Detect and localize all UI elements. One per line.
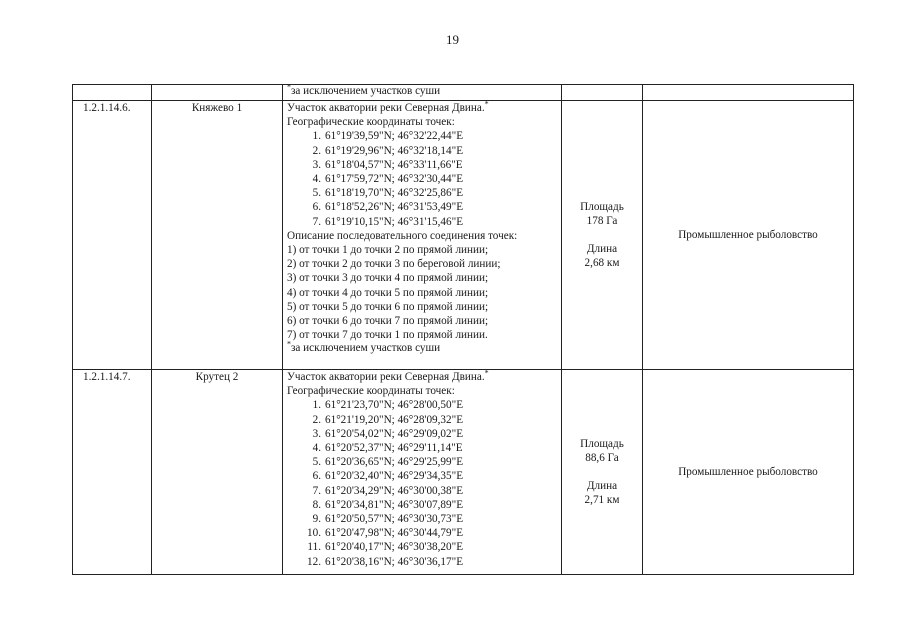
coord-index: 6.: [312, 201, 321, 214]
coords-heading: Географические координаты точек:: [287, 116, 455, 129]
coord-item: [303, 526, 557, 540]
coord-index: 5.: [312, 456, 321, 469]
title-mark: *: [484, 99, 489, 109]
coord-index: 5.: [312, 187, 321, 200]
coord-value: 61°20'54,02"N; 46°29'09,02"E: [325, 427, 464, 440]
title-text: Участок акватории реки Северная Двина.: [287, 371, 485, 383]
coord-value: 61°17'59,72"N; 46°32'30,44"E: [325, 173, 464, 186]
title-text: Участок акватории реки Северная Двина.: [287, 102, 485, 114]
coords-heading: Географические координаты точек:: [287, 385, 455, 398]
footnote-mark: *: [287, 82, 291, 92]
table-row: [73, 85, 854, 101]
table-row: [73, 101, 854, 370]
coord-item: [303, 413, 557, 427]
table-row: [73, 370, 854, 575]
spacer: [566, 228, 638, 242]
coord-item: [303, 427, 557, 441]
area-label: Площадь: [580, 200, 624, 213]
coord-item: [303, 469, 557, 483]
coord-index: 7.: [312, 215, 321, 228]
connection-heading: Описание последовательного соединения точек:: [287, 229, 518, 242]
description-cell: [283, 370, 562, 575]
coord-item: [303, 540, 557, 554]
coord-index: 9.: [312, 513, 321, 526]
footnote-text: за исключением участков суши: [291, 342, 441, 355]
coord-value: 61°19'39,59"N; 46°32'22,44"E: [325, 130, 464, 143]
coord-index: 8.: [312, 498, 321, 511]
coord-value: 61°20'52,37"N; 46°29'11,14"E: [325, 442, 463, 455]
coord-value: 61°18'19,70"N; 46°32'25,86"E: [325, 187, 464, 200]
coord-value: 61°21'19,20"N; 46°28'09,32"E: [325, 413, 464, 426]
area-value: 178 Га: [586, 214, 618, 227]
title-mark: *: [484, 368, 489, 378]
coord-index: 1.: [312, 399, 321, 412]
coord-item: [303, 200, 557, 214]
coord-index: 12.: [307, 555, 321, 568]
coord-value: 61°20'34,29"N; 46°30'00,38"E: [325, 484, 464, 497]
name-cell: Княжево 1: [152, 101, 283, 370]
area-cell: [562, 101, 643, 370]
coord-item: [303, 498, 557, 512]
coord-index: 10.: [307, 527, 321, 540]
description-title: [287, 370, 557, 384]
connection-item: 5) от точки 5 до точки 6 по прямой линии;: [287, 300, 489, 313]
description-cell: [283, 82, 562, 101]
coord-item: [303, 555, 557, 569]
coord-index: 7.: [312, 484, 321, 497]
area-cell: [562, 370, 643, 575]
coord-value: 61°20'50,57"N; 46°30'30,73"E: [325, 513, 464, 526]
coord-value: 61°20'47,98"N; 46°30'44,79"E: [325, 527, 464, 540]
spacer: [566, 465, 638, 479]
coord-index: 1.: [312, 130, 321, 143]
coord-item: [303, 441, 557, 455]
coord-index: 2.: [312, 413, 321, 426]
number-cell: 1.2.1.14.7.: [73, 370, 152, 575]
length-label: Длина: [586, 480, 618, 492]
number-cell: [73, 85, 152, 101]
coord-item: [303, 172, 557, 186]
footnote: [287, 339, 557, 355]
area-cell: [562, 85, 643, 101]
coord-value: 61°19'29,96"N; 46°32'18,14"E: [325, 144, 464, 157]
coord-value: 61°20'40,17"N; 46°30'38,20"E: [325, 541, 464, 554]
description-title: [287, 101, 557, 115]
length-label: Длина: [586, 243, 618, 255]
coord-item: [303, 484, 557, 498]
coord-index: 2.: [312, 144, 321, 157]
area-block: [566, 437, 638, 508]
coord-value: 61°20'34,81"N; 46°30'07,89"E: [325, 498, 464, 511]
coord-index: 6.: [312, 470, 321, 483]
coord-value: 61°18'52,26"N; 46°31'53,49"E: [325, 201, 464, 214]
coord-index: 4.: [312, 173, 321, 186]
area-value: 88,6 Га: [585, 451, 619, 464]
area-label: Площадь: [580, 437, 624, 450]
coord-index: 11.: [307, 541, 321, 554]
connection-item: 6) от точки 6 до точки 7 по прямой линии;: [287, 315, 489, 328]
coord-value: 61°19'10,15"N; 46°31'15,46"E: [325, 215, 464, 228]
coord-item: [303, 398, 557, 412]
coord-item: [303, 186, 557, 200]
usage-cell: Промышленное рыболовство: [643, 370, 854, 575]
coord-value: 61°20'36,65"N; 46°29'25,99"E: [325, 456, 464, 469]
coord-item: [303, 512, 557, 526]
coord-item: [303, 158, 557, 172]
coords-list: [287, 398, 557, 568]
description-cell: [283, 101, 562, 370]
coord-item: [303, 455, 557, 469]
coord-item: [303, 129, 557, 143]
number-cell: 1.2.1.14.6.: [73, 101, 152, 370]
connection-item: 1) от точки 1 до точки 2 по прямой линии;: [287, 244, 489, 257]
coords-list: [287, 129, 557, 228]
coord-index: 3.: [312, 427, 321, 440]
length-value: 2,68 км: [584, 257, 620, 270]
footnote: [287, 82, 557, 98]
connection-item: 3) от точки 3 до точки 4 по прямой линии;: [287, 272, 489, 285]
footnote-text: за исключением участков суши: [291, 85, 441, 97]
footnote-mark: *: [287, 339, 291, 349]
area-block: [566, 200, 638, 271]
coord-item: [303, 144, 557, 158]
page-number: 19: [446, 32, 459, 47]
usage-cell: Промышленное рыболовство: [643, 101, 854, 370]
coord-value: 61°20'32,40"N; 46°29'34,35"E: [325, 470, 464, 483]
connection-item: 7) от точки 7 до точки 1 по прямой линии.: [287, 329, 488, 342]
usage-cell: [643, 85, 854, 101]
coord-index: 3.: [312, 158, 321, 171]
length-value: 2,71 км: [584, 494, 620, 507]
fishing-areas-table: [72, 84, 854, 575]
coord-index: 4.: [312, 442, 321, 455]
name-cell: Крутец 2: [152, 370, 283, 575]
coord-value: 61°20'38,16"N; 46°30'36,17"E: [325, 555, 464, 568]
connection-item: 2) от точки 2 до точки 3 по береговой линии;: [287, 258, 501, 271]
coord-item: [303, 215, 557, 229]
name-cell: [152, 85, 283, 101]
coord-value: 61°21'23,70"N; 46°28'00,50"E: [325, 399, 464, 412]
connection-item: 4) от точки 4 до точки 5 по прямой линии;: [287, 286, 489, 299]
coord-value: 61°18'04,57"N; 46°33'11,66"E: [325, 158, 463, 171]
